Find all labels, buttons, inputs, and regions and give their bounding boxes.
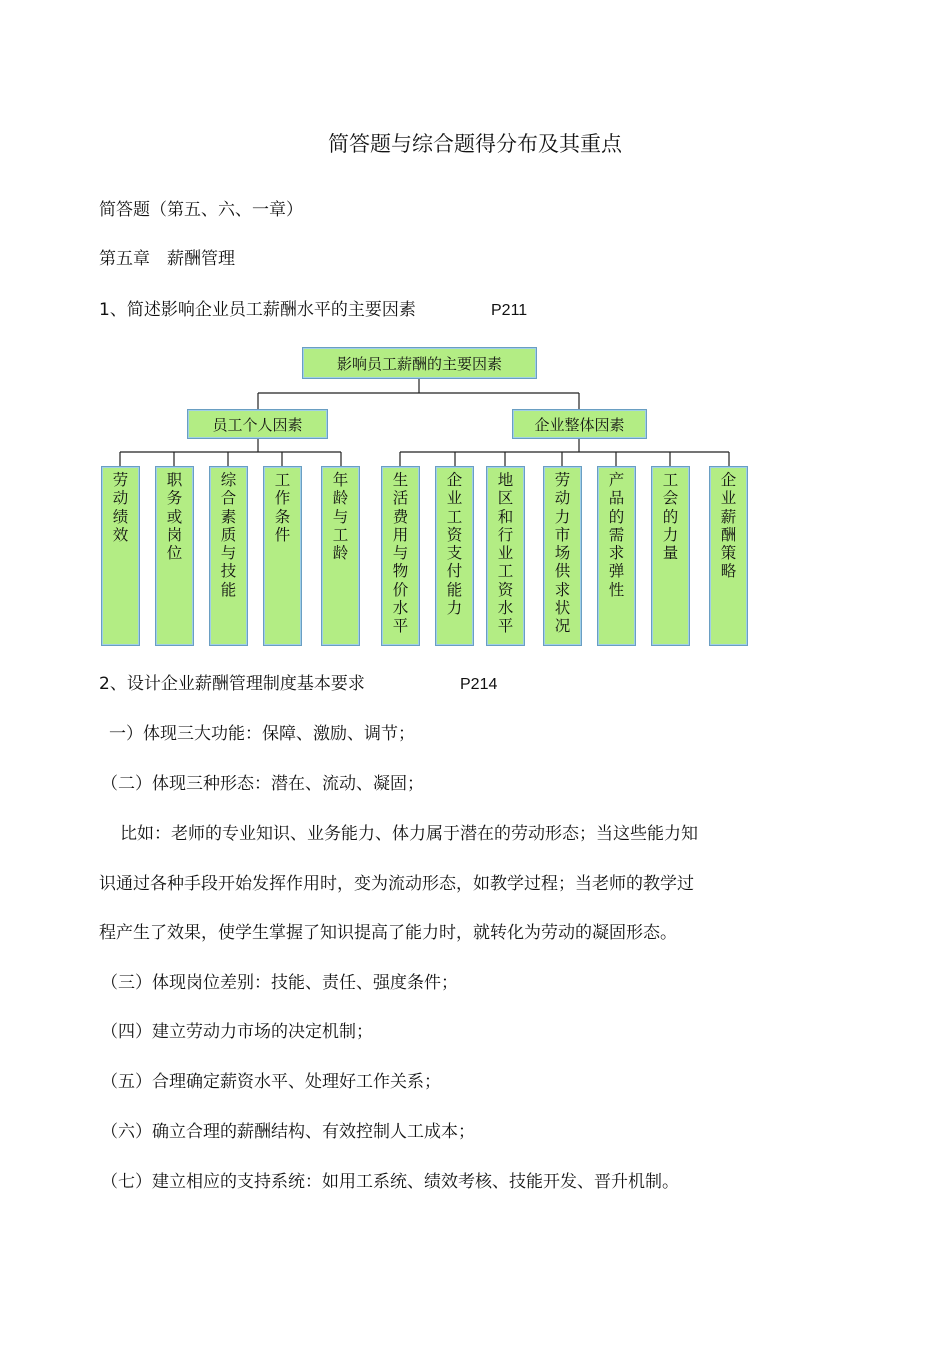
right-factor-box bbox=[381, 466, 420, 646]
left-factor-box bbox=[263, 466, 302, 646]
requirement-item: （五）合理确定薪资水平、处理好工作关系； bbox=[101, 1072, 441, 1092]
right-group-label: 企业整体因素 bbox=[534, 415, 625, 434]
left-factor-box bbox=[321, 466, 360, 646]
page-title: 简答题与综合题得分布及其重点 bbox=[328, 132, 622, 156]
question-1: 1、简述影响企业员工薪酬水平的主要因素 bbox=[99, 300, 416, 320]
requirement-item: 一）体现三大功能：保障、激励、调节； bbox=[109, 724, 415, 744]
left-factor-label: 工作条件 bbox=[274, 471, 291, 544]
right-factor-box bbox=[651, 466, 690, 646]
question-1-page-ref: P211 bbox=[491, 302, 528, 319]
requirement-item: （七）建立相应的支持系统：如用工系统、绩效考核、技能开发、晋升机制。 bbox=[101, 1172, 679, 1192]
example-paragraph-line: 识通过各种手段开始发挥作用时，变为流动形态，如教学过程；当老师的教学过 bbox=[99, 874, 694, 894]
section-heading: 简答题（第五、六、一章） bbox=[99, 200, 303, 220]
right-factor-label: 产品的需求弹性 bbox=[608, 471, 625, 599]
right-factor-box bbox=[709, 466, 748, 646]
left-factor-label: 年龄与工龄 bbox=[332, 471, 349, 563]
requirement-item: （六）确立合理的薪酬结构、有效控制人工成本； bbox=[101, 1122, 475, 1142]
left-group-box bbox=[187, 409, 328, 439]
left-factor-box bbox=[101, 466, 140, 646]
right-factor-label: 工会的力量 bbox=[662, 471, 679, 563]
question-2-page-ref: P214 bbox=[460, 676, 498, 693]
right-factor-label: 地区和行业工资水平 bbox=[497, 471, 514, 636]
left-factor-label: 综合素质与技能 bbox=[220, 471, 237, 599]
right-factor-box bbox=[435, 466, 474, 646]
example-paragraph-line: 比如：老师的专业知识、业务能力、体力属于潜在的劳动形态；当这些能力知 bbox=[120, 824, 698, 844]
requirement-item: （二）体现三种形态：潜在、流动、凝固； bbox=[101, 774, 424, 794]
left-factor-box bbox=[209, 466, 248, 646]
requirement-item: （三）体现岗位差别：技能、责任、强度条件； bbox=[101, 973, 458, 993]
question-2: 2、设计企业薪酬管理制度基本要求 bbox=[99, 674, 365, 694]
right-factor-label: 企业工资支付能力 bbox=[446, 471, 463, 618]
right-factor-box bbox=[486, 466, 525, 646]
right-factor-label: 企业薪酬策略 bbox=[720, 471, 737, 581]
right-factor-label: 劳动力市场供求状况 bbox=[554, 471, 571, 636]
right-factor-box bbox=[597, 466, 636, 646]
diagram-root-box bbox=[302, 347, 537, 379]
chapter-heading: 第五章 薪酬管理 bbox=[99, 249, 235, 269]
right-group-box bbox=[512, 409, 647, 439]
left-factor-label: 职务或岗位 bbox=[166, 471, 183, 563]
left-factor-box bbox=[155, 466, 194, 646]
diagram-root-label: 影响员工薪酬的主要因素 bbox=[336, 354, 502, 373]
example-paragraph-line: 程产生了效果，使学生掌握了知识提高了能力时，就转化为劳动的凝固形态。 bbox=[99, 923, 677, 943]
left-factor-label: 劳动绩效 bbox=[112, 471, 129, 544]
right-factor-label: 生活费用与物价水平 bbox=[392, 471, 409, 636]
requirement-item: （四）建立劳动力市场的决定机制； bbox=[101, 1022, 373, 1042]
right-factor-box bbox=[543, 466, 582, 646]
left-group-label: 员工个人因素 bbox=[212, 415, 303, 434]
